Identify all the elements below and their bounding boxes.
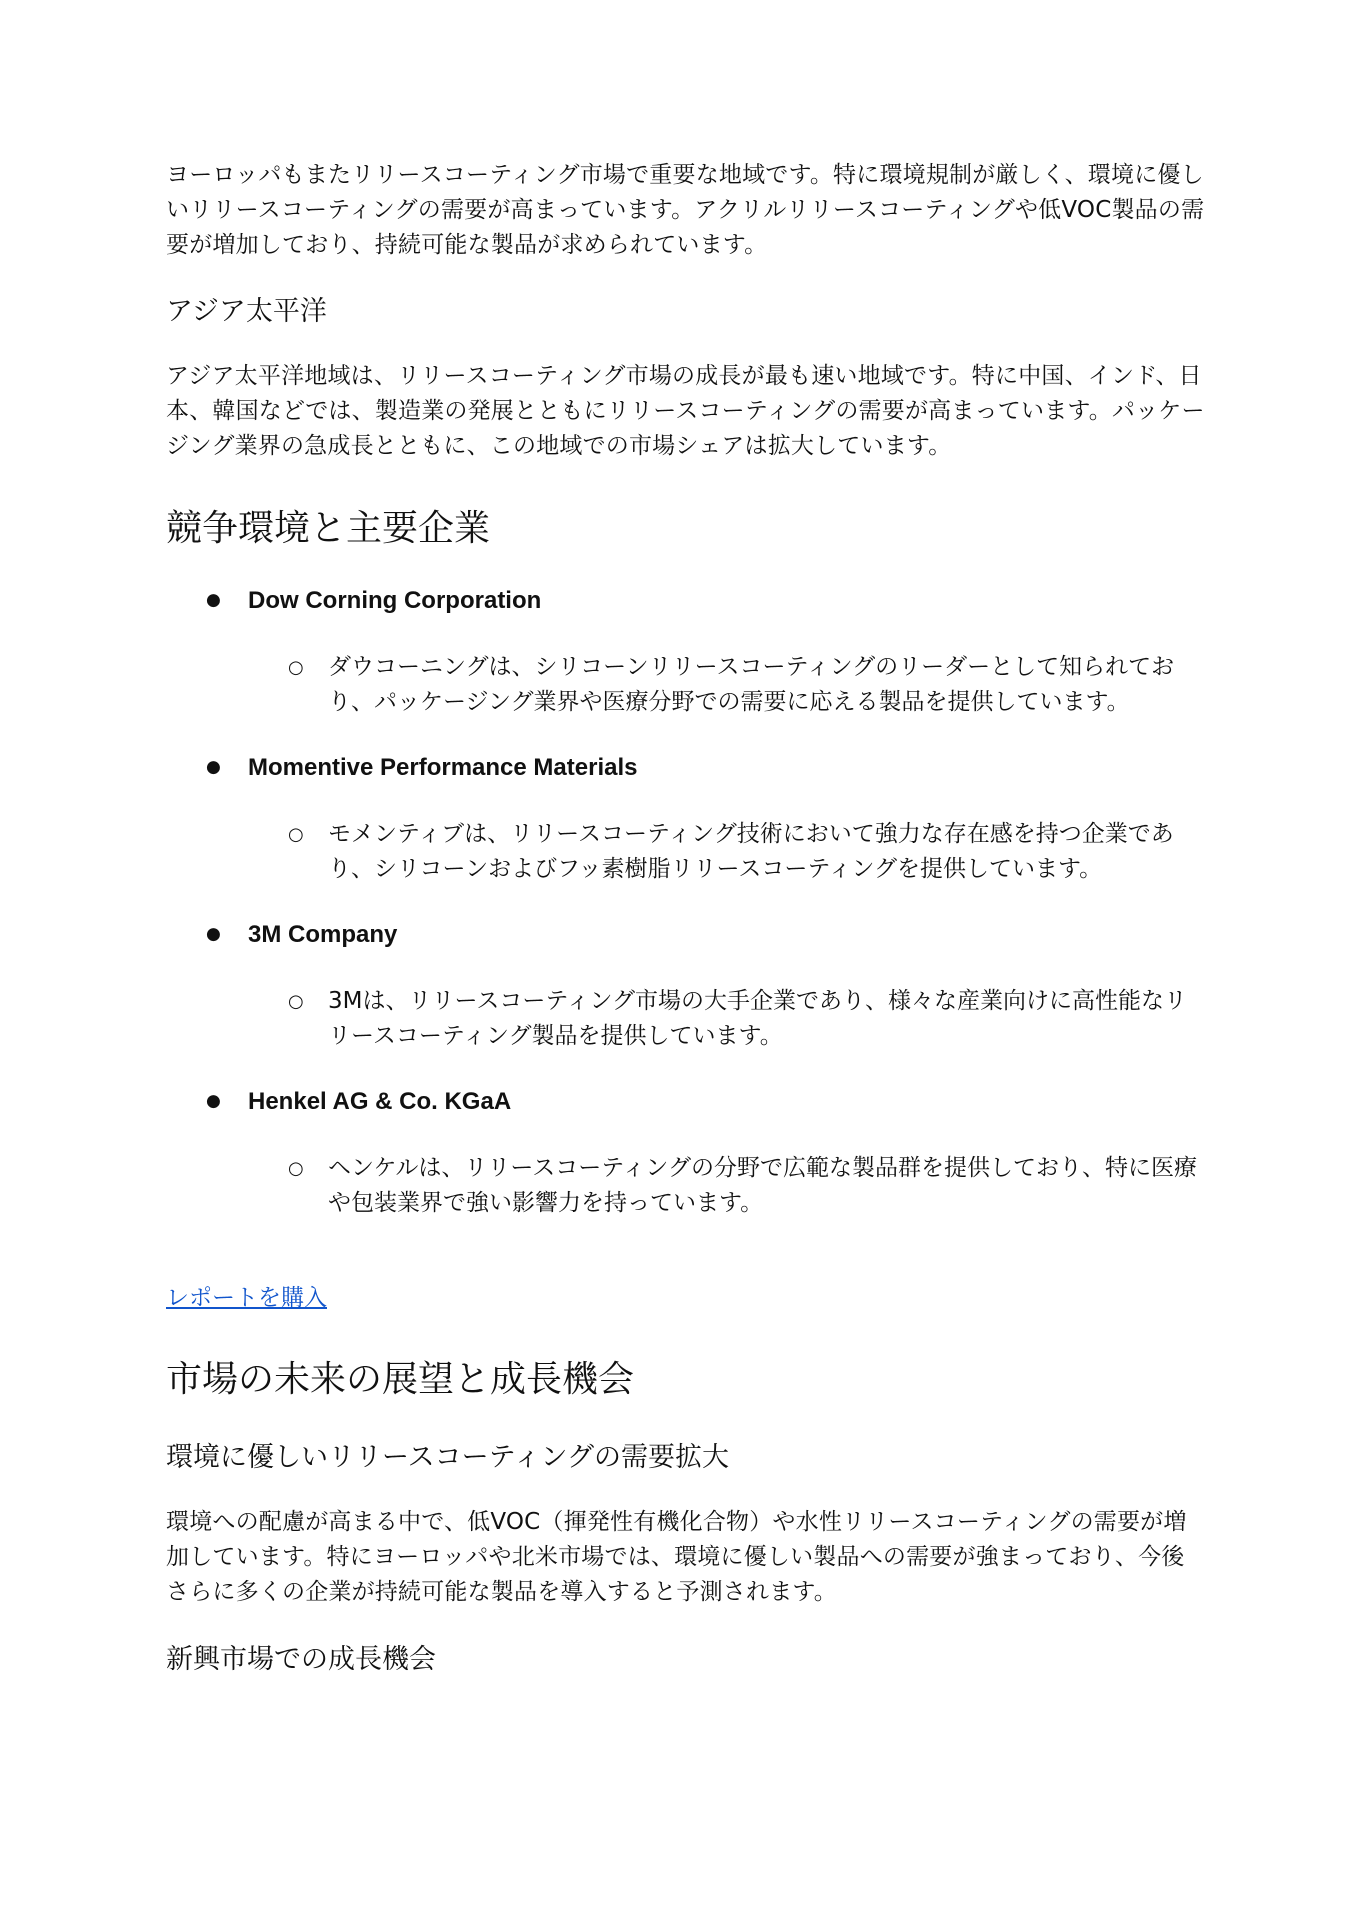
heading-emerging: 新興市場での成長機会 <box>166 1644 436 1675</box>
bullet-icon: ● <box>206 1091 221 1111</box>
bullet-icon: ● <box>206 590 221 610</box>
company-item <box>166 917 397 952</box>
bullet-icon: ● <box>206 757 221 777</box>
company-item <box>166 583 541 618</box>
company-name: Dow Corning Corporation <box>248 587 542 614</box>
sub-bullet-icon: ○ <box>288 991 304 1012</box>
heading-competition: 競争環境と主要企業 <box>166 508 491 549</box>
company-description-item <box>288 1151 1208 1221</box>
company-item <box>166 1084 511 1119</box>
company-description-item <box>288 984 1208 1054</box>
company-description: 3Mは、リリースコーティング市場の大手企業であり、様々な産業向けに高性能なリリースコーティング製品を提供しています。 <box>328 988 1188 1049</box>
heading-future: 市場の未来の展望と成長機会 <box>166 1359 635 1400</box>
sub-bullet-icon: ○ <box>288 1158 304 1179</box>
company-name: 3M Company <box>248 921 398 948</box>
buy-report-link[interactable]: レポートを購入 <box>166 1285 327 1311</box>
heading-asia-pacific: アジア太平洋 <box>166 296 327 327</box>
company-description: ヘンケルは、リリースコーティングの分野で広範な製品群を提供しており、特に医療や包装業界で強い影響力を持っています。 <box>328 1155 1197 1216</box>
bullet-icon: ● <box>206 924 221 944</box>
company-description-item <box>288 817 1208 887</box>
company-description: モメンティブは、リリースコーティング技術において強力な存在感を持つ企業であり、シリコーンおよびフッ素樹脂リリースコーティングを提供しています。 <box>328 821 1174 882</box>
company-name: Momentive Performance Materials <box>248 754 638 781</box>
company-description: ダウコーニングは、シリコーンリリースコーティングのリーダーとして知られており、パッケージング業界や医療分野での需要に応える製品を提供しています。 <box>328 654 1175 715</box>
paragraph-europe: ヨーロッパもまたリリースコーティング市場で重要な地域です。特に環境規制が厳しく、環境に優しいリリースコーティングの需要が高まっています。アクリルリリースコーティングや低VOC製品の需要が増加しており、持続可能な製品が求められています。 <box>166 162 1205 258</box>
company-item <box>166 750 637 785</box>
company-name: Henkel AG & Co. KGaA <box>248 1088 512 1115</box>
paragraph-eco: 環境への配慮が高まる中で、低VOC（揮発性有機化合物）や水性リリースコーティングの需要が増加しています。特にヨーロッパや北米市場では、環境に優しい製品への需要が強まっており、今後さらに多くの企業が持続可能な製品を導入すると予測されます。 <box>166 1509 1187 1605</box>
sub-bullet-icon: ○ <box>288 824 304 845</box>
heading-eco-demand: 環境に優しいリリースコーティングの需要拡大 <box>166 1442 729 1473</box>
paragraph-asia: アジア太平洋地域は、リリースコーティング市場の成長が最も速い地域です。特に中国、インド、日本、韓国などでは、製造業の発展とともにリリースコーティングの需要が高まっています。パッケージング業界の急成長とともに、この地域での市場シェアは拡大しています。 <box>166 363 1205 459</box>
sub-bullet-icon: ○ <box>288 657 304 678</box>
company-description-item <box>288 650 1208 720</box>
